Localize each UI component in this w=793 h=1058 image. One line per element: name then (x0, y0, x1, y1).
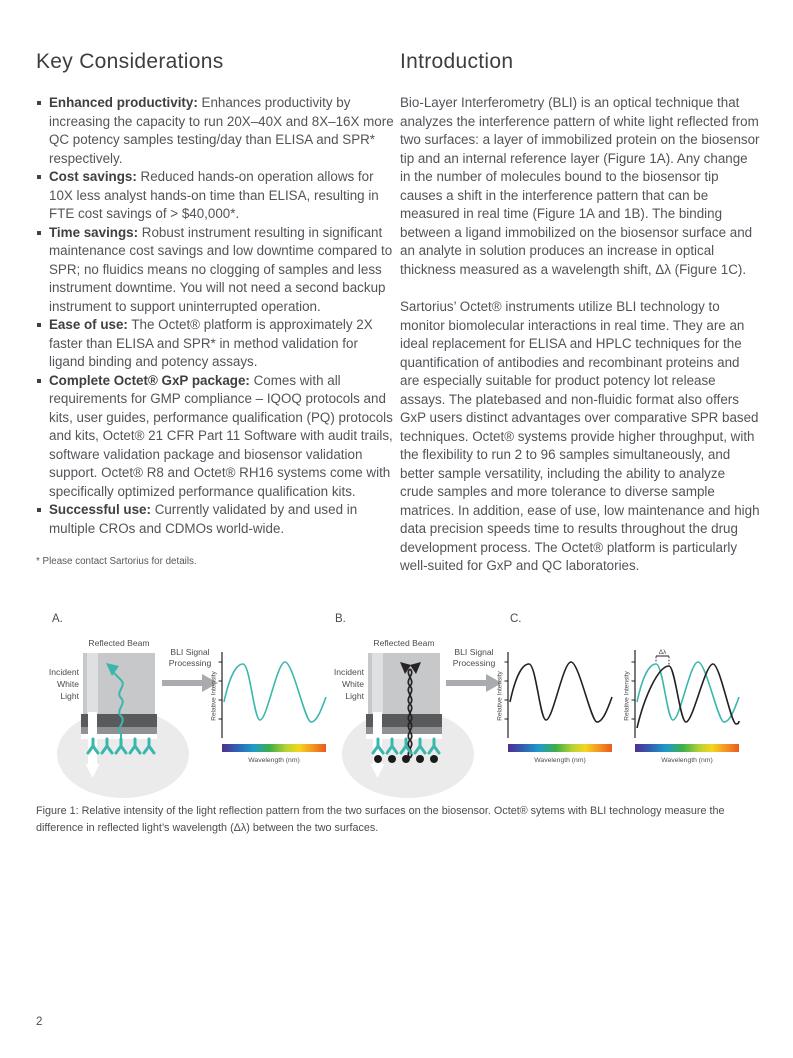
incident-beam-stripe (372, 653, 383, 714)
incident-light-label-line1: Incident (48, 667, 79, 677)
list-item (36, 168, 394, 224)
incident-beam-stripe (87, 653, 98, 714)
bli-signal-label-line2: Processing (452, 657, 496, 668)
bullet-text: The Octet® platform is approximately 2X faster than ELISA and SPR* in method validation for ligand binding and potency assays. (49, 317, 373, 369)
incident-light-label-line2: White (342, 679, 364, 689)
page-number: 2 (36, 1016, 43, 1028)
introduction-paragraph-1: Bio-Layer Interferometry (BLI) is an optical technique that analyzes the interference pattern of white light reflected from two surfaces: a layer of immobilized protein on the biosensor tip and an internal reference layer (Figure 1A). Any change in the number of molecules bound to the biosensor tip causes a shift in the interference pattern that can be measured in real time (Figure 1A and 1B). The binding between a ligand immobilized on the biosensor surface and an analyte in solution produces an increase in optical thickness measured as a wavelength shift, Δλ (Figure 1C). (400, 95, 760, 277)
key-considerations-section (36, 50, 394, 567)
footnote: * Please contact Sartorius for details. (36, 556, 197, 567)
spectrum-plot-a (210, 648, 328, 766)
bullet-lead: Enhanced productivity: (49, 95, 198, 110)
bullet-text: Currently validated by and used in multiple CROs and CDMOs world-wide. (49, 502, 358, 536)
y-axis-label: Relative Intensity (496, 671, 504, 721)
delta-lambda-label: Δλ (658, 649, 667, 656)
list-item (36, 94, 394, 168)
incident-light-label-line3: Light (345, 691, 364, 701)
list-item (36, 316, 394, 372)
incident-light-label-line3: Light (60, 691, 79, 701)
bullet-text: Robust instrument resulting in significant maintenance cost savings and low downtime compared to SPR; no fluidics means no clogging of samples and less instrument downtime. You will not need a second backup instrument to support uninterrupted operation. (49, 224, 393, 314)
figure-caption: Figure 1: Relative intensity of the light reflection pattern from the two surfaces on the biosensor. Octet® sytems with BLI technology measure the difference in reflected light’s wavelength (Δλ) between the two surfaces. (36, 805, 725, 834)
bullet-text: Enhances productivity by increasing the capacity to run 20X–40X and 8X–16X more QC potency samples testing/day than ELISA and SPR* respectively. (49, 95, 394, 166)
interference-wave-teal (224, 662, 326, 722)
y-axis-label: Relative Intensity (210, 671, 218, 721)
spectrum-gradient-bar (635, 744, 739, 752)
spectrum-gradient-bar (508, 744, 612, 752)
x-axis-label: Wavelength (nm) (248, 757, 300, 764)
key-considerations-list (36, 94, 394, 538)
introduction-section (400, 50, 760, 595)
bli-signal-label-line1: BLI Signal (170, 647, 210, 657)
figure-1 (0, 610, 793, 810)
right-arrow-icon (446, 674, 502, 692)
incident-light-label-line1: Incident (333, 667, 364, 677)
list-item (36, 501, 394, 538)
y-axis-label: Relative Intensity (623, 671, 631, 721)
bullet-lead: Cost savings: (49, 169, 137, 184)
bli-signal-label-line2: Processing (168, 657, 212, 668)
introduction-paragraph-2: Sartorius’ Octet® instruments utilize BLI technology to monitor biomolecular interactions in real time. They are an ideal replacement for ELISA and HPLC techniques for the quantification of antibodies and recombinant proteins and are especially suitable for product potency lot release assays. The platebased and non-fluidic format also offers GxP users distinct advantages over comparative SPR based techniques. Octet® systems provide higher throughput, with the flexibility to run 2 to 96 samples simultaneously, and better sample versatility, including the ability to analyze crude samples and more tolerance to diverse sample matrices. In addition, ease of use, low maintenance and high data precision speeds time to results throughout the drug development process. The Octet® platform is particularly well-suited for GxP and QC laboratories. (400, 299, 760, 573)
spectrum-gradient-bar (222, 744, 326, 752)
bullet-lead: Time savings: (49, 224, 139, 240)
list-item (36, 372, 394, 502)
delta-lambda-annotation (656, 649, 669, 665)
bullet-lead: Complete Octet® GxP package: (49, 372, 250, 388)
panel-a-label: A. (52, 613, 63, 625)
bullet-lead: Ease of use: (49, 317, 128, 332)
panel-b-label: B. (335, 613, 346, 625)
list-item (36, 224, 394, 317)
interference-wave-black (510, 662, 612, 722)
incident-light-label-line2: White (57, 679, 79, 689)
interference-wave-teal (637, 662, 739, 722)
bullet-text: Comes with all requirements for GMP compliance – IQOQ protocols and kits, user guides, performance qualification (PQ) protocols and kits, Octet® 21 CFR Part 11 Software with audit trails, software validation package and biosensor validation support. Octet® R8 and Octet® RH16 systems come with specifically optimized performance qualification kits. (49, 372, 393, 499)
panel-c-label: C. (510, 613, 522, 625)
x-axis-label: Wavelength (nm) (534, 757, 586, 764)
bullet-lead: Successful use: (49, 502, 151, 517)
reflected-beam-label: Reflected Beam (373, 638, 435, 648)
bullet-text: Reduced hands-on operation allows for 10X less analyst hands-on time than ELISA, resulting in FTE cost savings of > $40,000*. (49, 169, 379, 221)
key-considerations-title: Key Considerations (36, 50, 224, 73)
spectrum-plot-c1 (496, 648, 614, 766)
spectrum-plot-c2 (623, 648, 741, 766)
interference-wave-black-shifted (637, 664, 739, 728)
reflected-beam-label: Reflected Beam (88, 638, 150, 648)
bli-signal-label-line1: BLI Signal (454, 647, 494, 657)
x-axis-label: Wavelength (nm) (661, 757, 713, 764)
introduction-title: Introduction (400, 50, 514, 73)
